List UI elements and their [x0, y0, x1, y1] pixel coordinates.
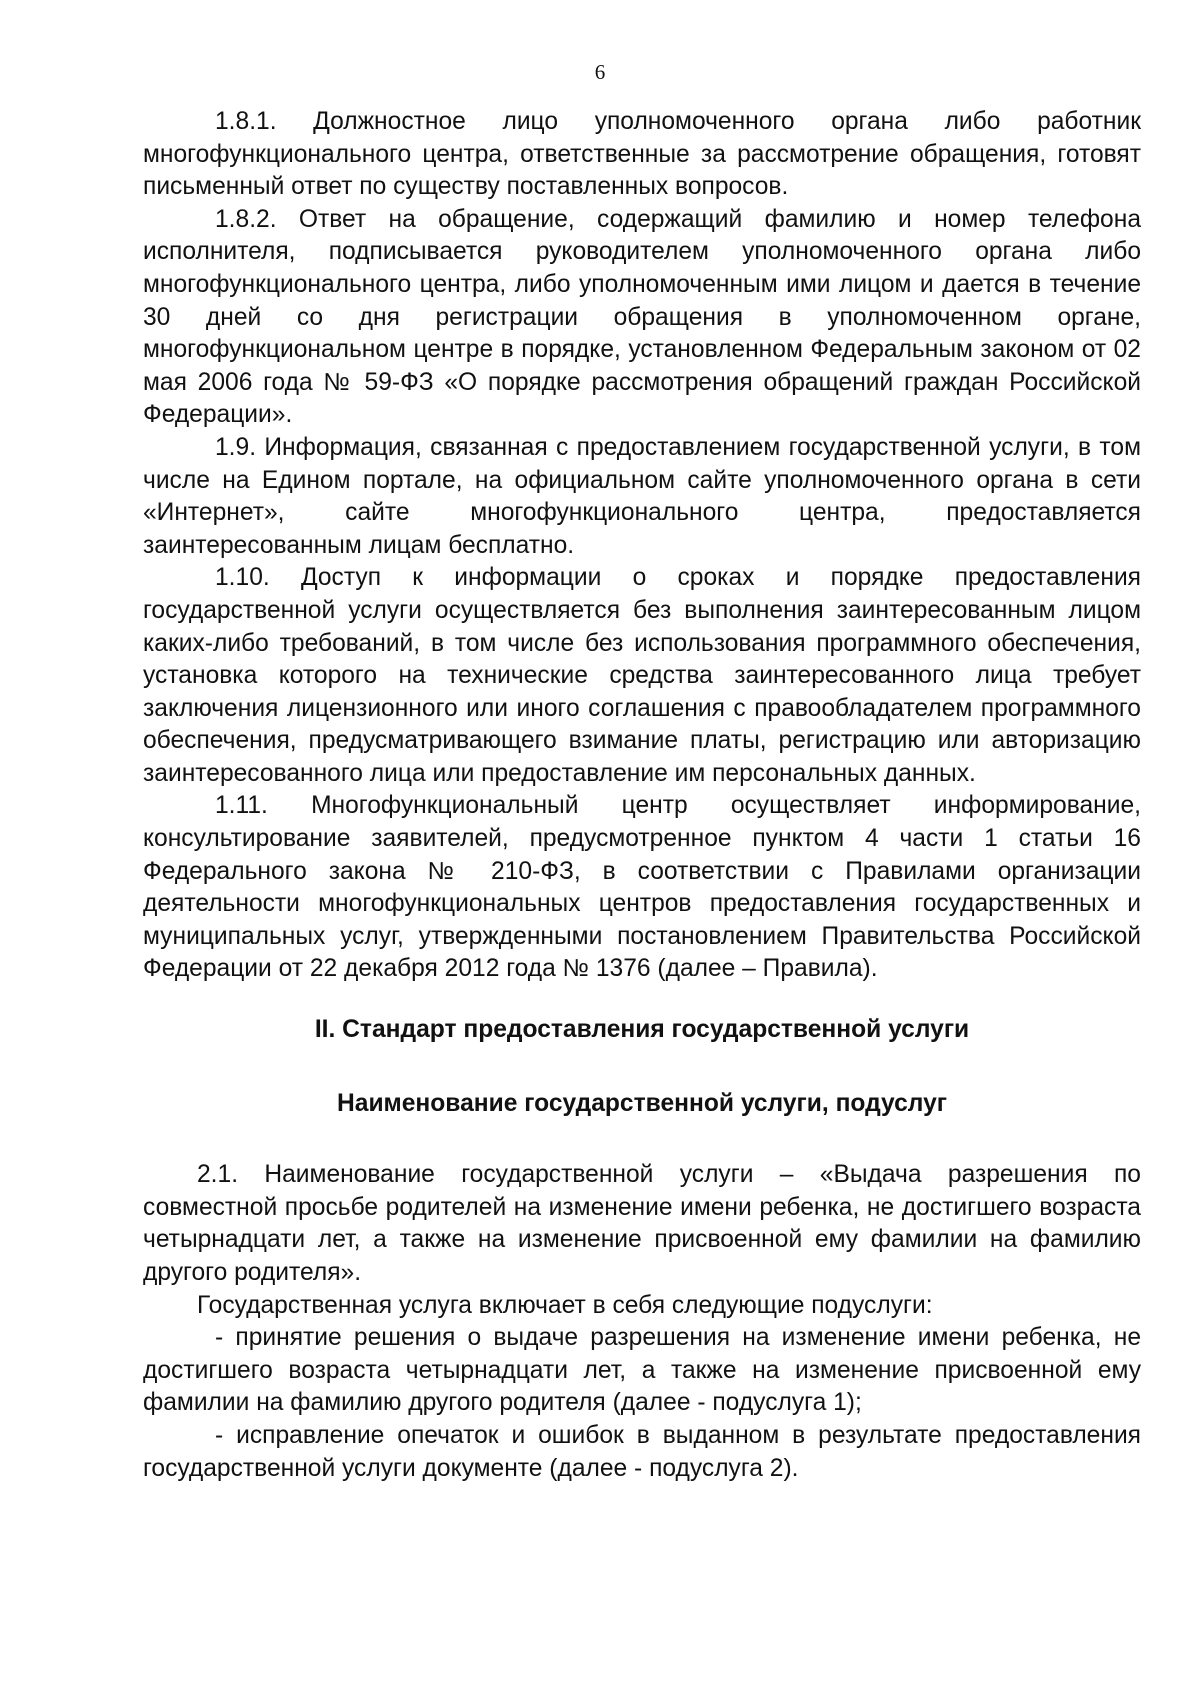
paragraph-1-8-1: 1.8.1. Должностное лицо уполномоченного органа либо работник многофункционального центра, ответственные за рассмотрение обращения, готовят письменный ответ по существу поставленных вопросов.: [143, 108, 1141, 201]
paragraph-1-11: 1.11. Многофункциональный центр осуществляет информирование, консультирование заявителей, предусмотренное пунктом 4 части 1 статьи 16 Федерального закона № 210-ФЗ, в соответствии с Правилами организации деятельности многофункциональных центров предоставления государственных и муниципальных услуг, утвержденными постановлением Правительства Российской Федерации от 22 декабря 2012 года № 1376 (далее – Правила).: [143, 792, 1141, 983]
document-body: [143, 106, 1141, 1485]
paragraph-1-8-2: 1.8.2. Ответ на обращение, содержащий фамилию и номер телефона исполнителя, подписывается руководителем уполномоченного органа либо многофункционального центра, либо уполномоченным ими лицом и дается в течение 30 дней со дня регистрации обращения в уполномоченном органе, многофункциональном центре в порядке, установленном Федеральным законом от 02 мая 2006 года № 59-ФЗ «О порядке рассмотрения обращений граждан Российской Федерации».: [143, 205, 1141, 429]
paragraph-1-9: 1.9. Информация, связанная с предоставлением государственной услуги, в том числе на Едином портале, на официальном сайте уполномоченного органа в сети «Интернет», сайте многофункционального центра, предоставляется заинтересованным лицам бесплатно.: [143, 433, 1141, 559]
section-heading: II. Стандарт предоставления государственной услуги: [314, 1016, 970, 1044]
list-item-subservice-2: - исправление опечаток и ошибок в выданном в результате предоставления государственной услуги документе (далее - подуслуга 2).: [143, 1421, 1141, 1482]
subsection-heading: Наименование государственной услуги, подуслуг: [337, 1089, 947, 1117]
page-number: 6: [594, 60, 606, 84]
paragraph-subservices-intro: Государственная услуга включает в себя следующие подуслуги:: [197, 1291, 933, 1319]
paragraph-2-1: 2.1. Наименование государственной услуги – «Выдача разрешения по совместной просьбе родителей на изменение имени ребенка, не достигшего возраста четырнадцати лет, а также на изменение присвоенной ему фамилии на фамилию другого родителя».: [143, 1161, 1141, 1286]
paragraph-1-10: 1.10. Доступ к информации о сроках и порядке предоставления государственной услуги осуществляется без выполнения заинтересованным лицом каких-либо требований, в том числе без использования программного обеспечения, установка которого на технические средства заинтересованного лица требует заключения лицензионного или иного соглашения с правообладателем программного обеспечения, предусматривающего взимание платы, регистрацию или авторизацию заинтересованного лица или предоставление им персональных данных.: [143, 564, 1141, 787]
list-item-subservice-1: - принятие решения о выдаче разрешения на изменение имени ребенка, не достигшего возраста четырнадцати лет, а также на изменение присвоенной ему фамилии на фамилию другого родителя (далее - подуслуга 1);: [143, 1324, 1141, 1417]
